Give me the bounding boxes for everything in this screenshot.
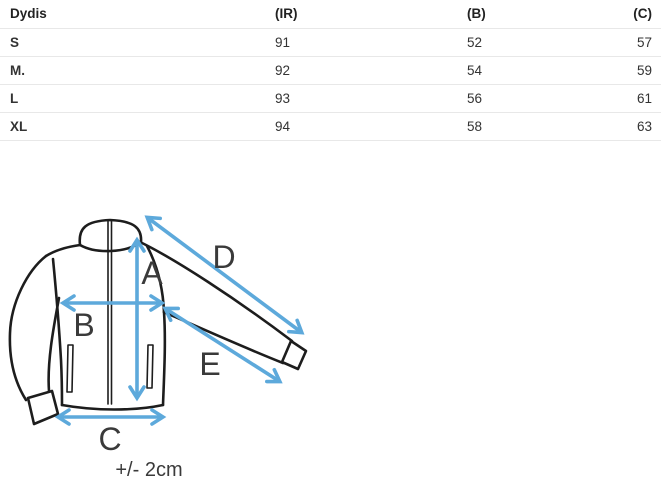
size-table xyxy=(0,0,661,141)
hem xyxy=(62,405,163,410)
table-row xyxy=(0,28,661,56)
measurement-label-b: B xyxy=(73,307,95,343)
measurement-label-d: D xyxy=(212,239,236,275)
right-cuff xyxy=(282,341,306,369)
measurement-label-e: E xyxy=(199,346,221,382)
size-cell: M. xyxy=(0,56,265,84)
right-body-seam xyxy=(163,312,165,405)
ir-cell: 93 xyxy=(265,84,457,112)
size-cell: L xyxy=(0,84,265,112)
c-cell: 63 xyxy=(607,112,661,140)
jacket-measurement-diagram xyxy=(0,195,330,487)
ir-cell: 91 xyxy=(265,28,457,56)
left-pocket xyxy=(67,345,73,392)
b-cell: 52 xyxy=(457,28,607,56)
table-row xyxy=(0,56,661,84)
b-cell: 54 xyxy=(457,56,607,84)
size-cell: S xyxy=(0,28,265,56)
measurement-arrows xyxy=(59,218,301,417)
measurement-label-a: A xyxy=(141,255,163,291)
b-cell: 58 xyxy=(457,112,607,140)
col-header-b: (B) xyxy=(457,0,607,28)
jacket-diagram-svg xyxy=(0,195,330,487)
left-cuff xyxy=(28,391,58,424)
b-cell: 56 xyxy=(457,84,607,112)
collar xyxy=(80,220,141,245)
col-header-size: Dydis xyxy=(0,0,265,28)
col-header-ir: (IR) xyxy=(265,0,457,28)
jacket-outline xyxy=(10,220,306,424)
table-row xyxy=(0,112,661,140)
right-pocket xyxy=(147,345,153,388)
ir-cell: 92 xyxy=(265,56,457,84)
table-header-row xyxy=(0,0,661,28)
left-shoulder xyxy=(46,245,80,256)
ir-cell: 94 xyxy=(265,112,457,140)
col-header-c: (C) xyxy=(607,0,661,28)
c-cell: 61 xyxy=(607,84,661,112)
c-cell: 59 xyxy=(607,56,661,84)
collar-base xyxy=(80,242,141,251)
left-body-seam xyxy=(53,259,62,405)
tolerance-note: +/- 2cm xyxy=(115,459,183,481)
measurement-label-c: C xyxy=(98,421,122,457)
table-row xyxy=(0,84,661,112)
left-sleeve-outer xyxy=(10,256,46,400)
size-cell: XL xyxy=(0,112,265,140)
c-cell: 57 xyxy=(607,28,661,56)
